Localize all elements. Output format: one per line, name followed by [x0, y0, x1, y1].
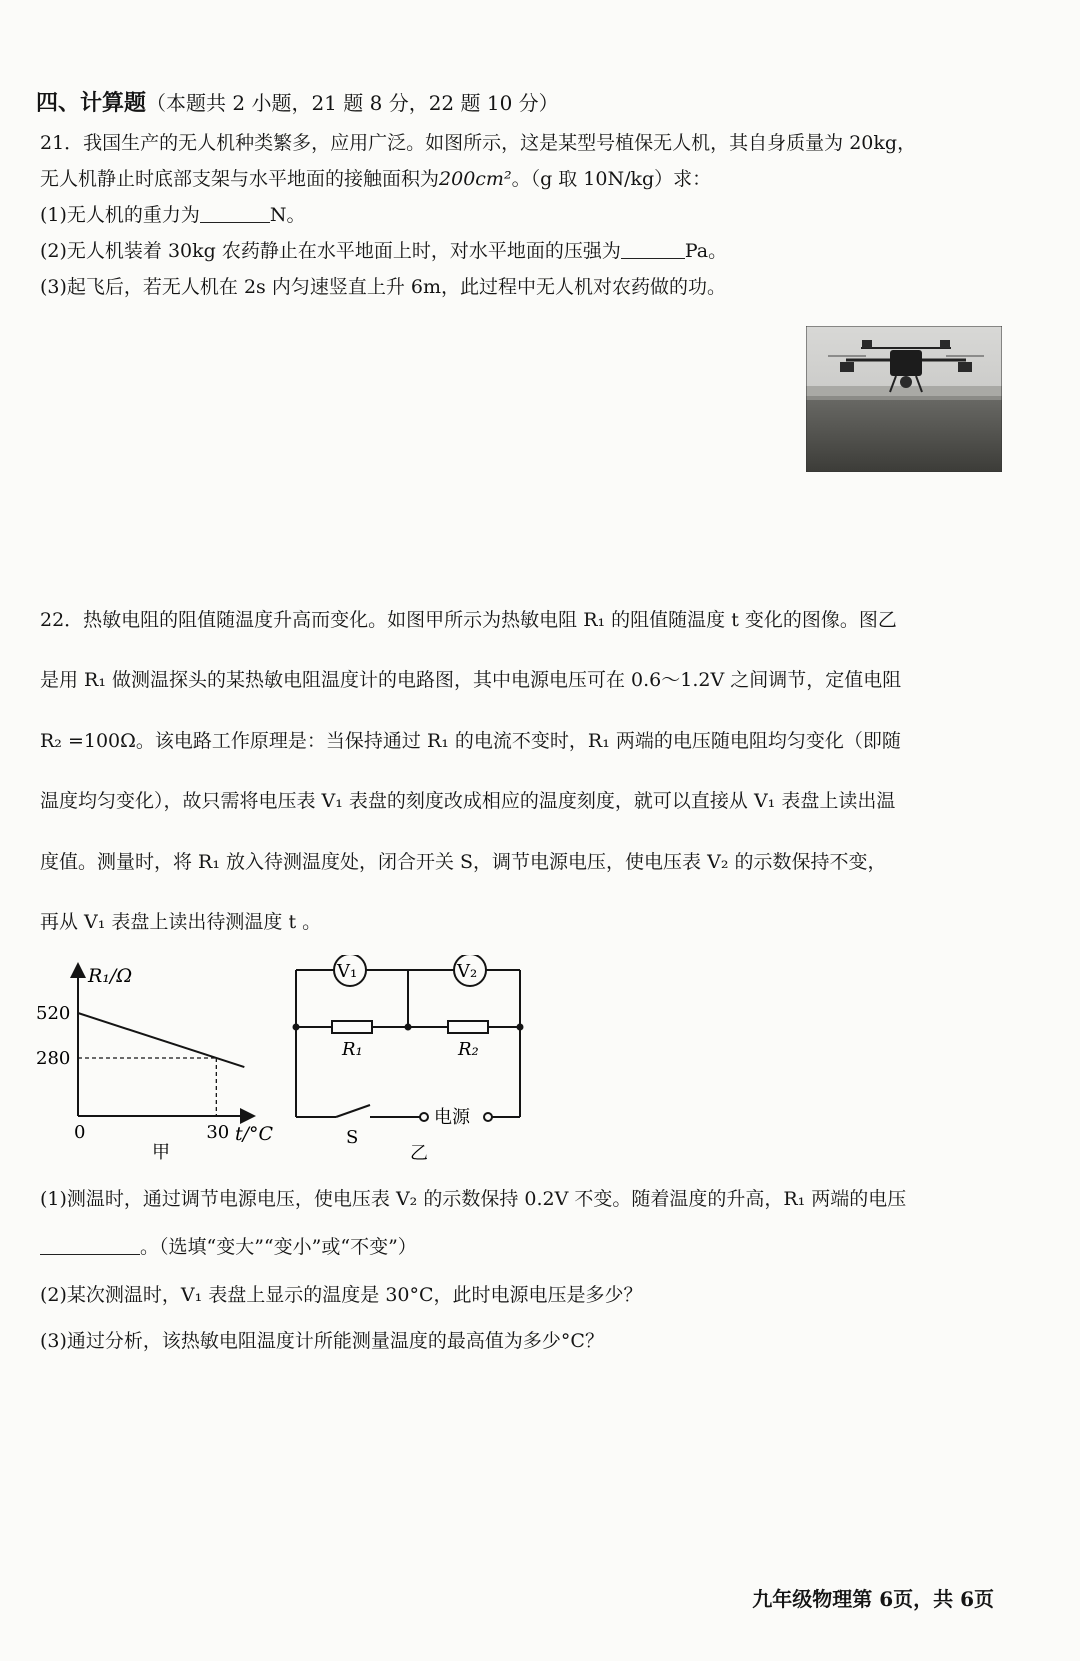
- v2-label: V₂: [457, 961, 478, 982]
- switch-label: S: [346, 1127, 359, 1148]
- graph-y-label: R₁/Ω: [88, 965, 133, 987]
- r1-label: R₁: [342, 1039, 363, 1060]
- q22-part1-blank[interactable]: [40, 1235, 140, 1255]
- circuit-caption: 乙: [410, 1143, 428, 1164]
- v1-label: V₁: [337, 961, 358, 982]
- q22-line6: 再从 V₁ 表盘上读出待测温度 t 。: [40, 911, 322, 933]
- q21-part1-unit: N。: [269, 204, 306, 226]
- q22-part1-options: 。（选填“变大”“变小”或“不变”）: [140, 1236, 417, 1258]
- graph-caption: 甲: [152, 1142, 170, 1163]
- q22-part3: (3)通过分析，该热敏电阻温度计所能测量温度的最高值为多少°C？: [40, 1330, 604, 1352]
- r2-label: R₂: [458, 1039, 479, 1060]
- series-line-r1: [78, 1013, 244, 1067]
- q22-line3: R₂ =100Ω。该电路工作原理是：当保持通过 R₁ 的电流不变时，R₁ 两端的电压随电阻均匀变化（即随: [40, 730, 901, 752]
- section-note: （本题共 2 小题，21 题 8 分，22 题 10 分）: [146, 91, 559, 115]
- graph-origin: 0: [74, 1122, 86, 1143]
- q22-line4: 温度均匀变化），故只需将电压表 V₁ 表盘的刻度改成相应的温度刻度，就可以直接从 V₁ 表盘上读出温: [40, 790, 896, 812]
- q21-area-value: 200cm²: [439, 168, 512, 190]
- q22-part1-answer: [40, 1232, 417, 1259]
- section-title: [36, 86, 559, 117]
- resistor-r2: [448, 1021, 488, 1033]
- q21-part2-text: (2)无人机装着 30kg 农药静止在水平地面上时，对水平地面的压强为: [40, 240, 621, 262]
- q21-part1: [40, 200, 306, 227]
- y-tick-label: 520: [36, 1003, 71, 1024]
- switch-s[interactable]: [336, 1105, 370, 1117]
- q22-line5: 度值。测量时，将 R₁ 放入待测温度处，闭合开关 S，调节电源电压，使电压表 V₂ 的示数保持不变，: [40, 851, 887, 873]
- source-label: 电源: [434, 1107, 470, 1128]
- resistor-r1: [332, 1021, 372, 1033]
- y-tick-label: 280: [36, 1048, 71, 1069]
- q21-part1-text: (1)无人机的重力为: [40, 204, 200, 226]
- q22-line1: 22．热敏电阻的阻值随温度升高而变化。如图甲所示为热敏电阻 R₁ 的阻值随温度 t 变化的图像。图乙: [40, 609, 897, 631]
- junction-dot: [405, 1024, 412, 1031]
- graph-x-label: t/°C: [235, 1123, 274, 1145]
- q21-part1-blank[interactable]: [200, 203, 270, 223]
- q21-line1: 21．我国生产的无人机种类繁多，应用广泛。如图所示，这是某型号植保无人机，其自身质量为 20kg，: [40, 132, 917, 154]
- q21-part2-unit: Pa。: [684, 240, 728, 262]
- q22-part1: (1)测温时，通过调节电源电压，使电压表 V₂ 的示数保持 0.2V 不变。随着温度的升高，R₁ 两端的电压: [40, 1188, 907, 1210]
- q22-line2: 是用 R₁ 做测温探头的某热敏电阻温度计的电路图，其中电源电压可在 0.6～1.2V 之间调节，定值电阻: [40, 669, 902, 691]
- q21-line2-c: 。（g 取 10N/kg）求：: [511, 168, 712, 190]
- section-heading: 四、计算题: [36, 90, 147, 116]
- x-tick-label: 30: [206, 1122, 230, 1143]
- q21-line2-a: 无人机静止时底部支架与水平地面的接触面积为: [40, 168, 440, 190]
- q21-part3: (3)起飞后，若无人机在 2s 内匀速竖直上升 6m，此过程中无人机对农药做的功。: [40, 276, 726, 298]
- q21-part2: [40, 236, 727, 263]
- circuit-diagram: [290, 955, 540, 1165]
- junction-dot: [293, 1024, 300, 1031]
- figure-yi: [290, 955, 540, 1165]
- r1-temperature-graph: [30, 958, 290, 1168]
- junction-dot: [517, 1024, 524, 1031]
- drone-photo: [806, 326, 1002, 472]
- source-terminal: [420, 1113, 428, 1121]
- page-footer: 九年级物理第 6页，共 6页: [752, 1587, 994, 1611]
- figure-jia: [30, 958, 290, 1168]
- source-terminal: [484, 1113, 492, 1121]
- q21-line2: [40, 164, 711, 191]
- q22-part2: (2)某次测温时，V₁ 表盘上显示的温度是 30°C，此时电源电压是多少？: [40, 1284, 643, 1306]
- q21-part2-blank[interactable]: [621, 239, 685, 259]
